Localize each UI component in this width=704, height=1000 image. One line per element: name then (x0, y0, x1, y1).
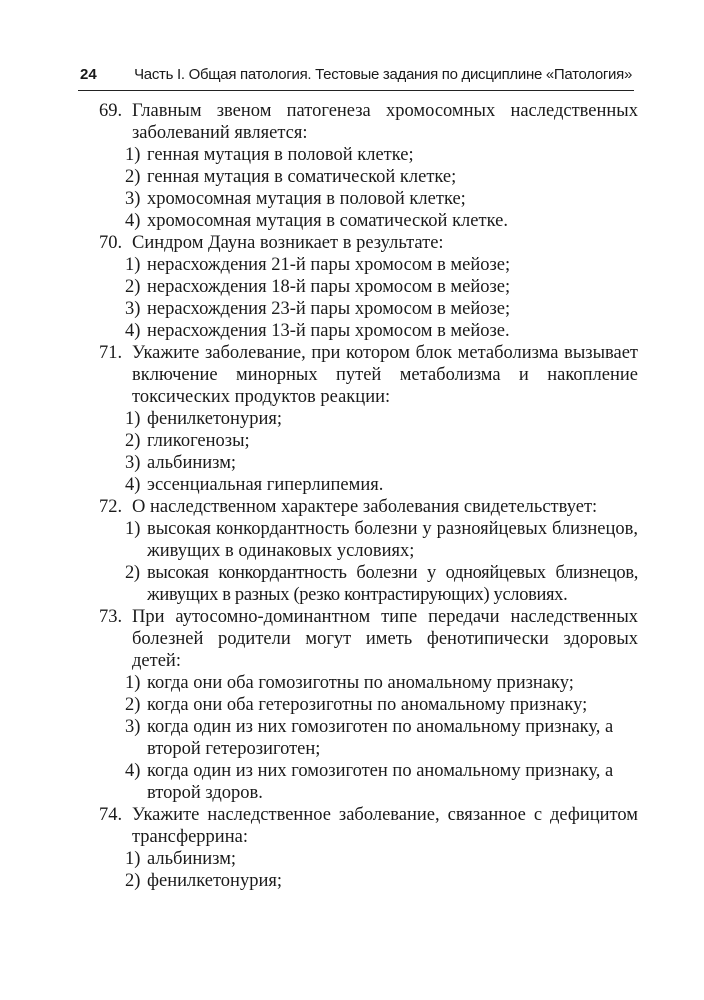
question-73 (99, 606, 638, 804)
answer-option (104, 474, 638, 496)
option-number: 3) (125, 189, 141, 209)
option-text: хромосомная мутация в соматической клетке. (147, 211, 508, 231)
option-text: фенилкетонурия; (147, 871, 283, 891)
option-number: 1) (125, 255, 141, 275)
option-number: 1) (125, 673, 141, 693)
page-number: 24 (80, 66, 97, 83)
question-number: 71. (99, 343, 123, 363)
option-number: 2) (125, 563, 140, 583)
option-number: 1) (125, 145, 141, 165)
answer-option (104, 760, 638, 804)
answer-option (104, 298, 638, 320)
question-text: При аутосомно-доминантном типе передачи наследственных болезней родители могут иметь фенотипически здоровых детей: (132, 607, 638, 671)
question-stem (99, 232, 638, 254)
answer-option (104, 430, 638, 452)
question-text: О наследственном характере заболевания свидетельствует: (132, 497, 598, 517)
option-text: высокая конкордантность болезни у однояйцевых близнецов, живущих в разных (резко контрастирующих) условиях. (147, 563, 638, 605)
option-text: нерасхождения 13-й пары хромосом в мейозе. (147, 321, 510, 341)
option-text: генная мутация в половой клетке; (147, 145, 414, 165)
option-text: альбинизм; (147, 849, 237, 869)
option-number: 2) (125, 431, 141, 451)
question-70 (99, 232, 638, 342)
question-number: 70. (99, 233, 123, 253)
question-69 (99, 100, 638, 232)
option-text: хромосомная мутация в половой клетке; (147, 189, 466, 209)
option-text: когда один из них гомозиготен по аномальному признаку, а второй здоров. (147, 761, 614, 803)
question-text: Главным звеном патогенеза хромосомных наследственных заболеваний является: (132, 101, 638, 143)
option-number: 2) (125, 277, 141, 297)
answer-option (104, 276, 638, 298)
option-text: гликогенозы; (147, 431, 250, 451)
question-stem (99, 100, 638, 144)
answer-option (104, 188, 638, 210)
answer-option (104, 672, 638, 694)
option-number: 3) (125, 299, 141, 319)
question-stem (99, 804, 638, 848)
answer-option (104, 254, 638, 276)
option-number: 2) (125, 167, 141, 187)
question-text: Укажите наследственное заболевание, связанное с дефицитом трансферрина: (132, 805, 638, 847)
option-text: когда они оба гомозиготны по аномальному признаку; (147, 673, 574, 693)
answer-option (104, 518, 638, 562)
question-72 (99, 496, 638, 606)
option-text: когда один из них гомозиготен по аномальному признаку, а второй гетерозиготен; (147, 717, 614, 759)
option-number: 4) (125, 761, 141, 781)
question-number: 72. (99, 497, 123, 517)
answer-option (104, 694, 638, 716)
answer-option (104, 562, 638, 606)
option-number: 3) (125, 717, 141, 737)
option-number: 1) (125, 849, 141, 869)
question-number: 74. (99, 805, 123, 825)
option-text: генная мутация в соматической клетке; (147, 167, 457, 187)
question-text: Укажите заболевание, при котором блок метаболизма вызывает включение минорных путей метаболизма и накопление токсических продуктов реакции: (132, 343, 638, 407)
option-number: 4) (125, 321, 141, 341)
option-text: нерасхождения 23-й пары хромосом в мейозе; (147, 299, 511, 319)
question-number: 69. (99, 101, 123, 121)
option-number: 2) (125, 871, 141, 891)
question-stem (99, 342, 638, 408)
answer-option (104, 716, 638, 760)
option-number: 4) (125, 475, 141, 495)
question-stem (99, 606, 638, 672)
question-stem (99, 496, 638, 518)
option-text: фенилкетонурия; (147, 409, 283, 429)
option-text: высокая конкордантность болезни у разнояйцевых близнецов, живущих в одинаковых условиях; (147, 519, 638, 561)
option-number: 2) (125, 695, 141, 715)
running-title: Часть I. Общая патология. Тестовые задания по дисциплине «Патология» (134, 66, 632, 83)
page-header (78, 62, 634, 91)
answer-option (104, 452, 638, 474)
option-text: когда они оба гетерозиготны по аномальному признаку; (147, 695, 588, 715)
answer-option (104, 210, 638, 232)
option-text: нерасхождения 18-й пары хромосом в мейозе; (147, 277, 511, 297)
question-list (99, 100, 638, 892)
answer-option (104, 166, 638, 188)
answer-option (104, 848, 638, 870)
question-71 (99, 342, 638, 496)
question-number: 73. (99, 607, 123, 627)
question-74 (99, 804, 638, 892)
option-number: 3) (125, 453, 141, 473)
option-number: 1) (125, 519, 141, 539)
option-number: 1) (125, 409, 141, 429)
option-number: 4) (125, 211, 141, 231)
option-text: альбинизм; (147, 453, 237, 473)
question-text: Синдром Дауна возникает в результате: (132, 233, 444, 253)
option-text: эссенциальная гиперлипемия. (147, 475, 384, 495)
answer-option (104, 870, 638, 892)
answer-option (104, 320, 638, 342)
answer-option (104, 408, 638, 430)
option-text: нерасхождения 21-й пары хромосом в мейозе; (147, 255, 511, 275)
answer-option (104, 144, 638, 166)
